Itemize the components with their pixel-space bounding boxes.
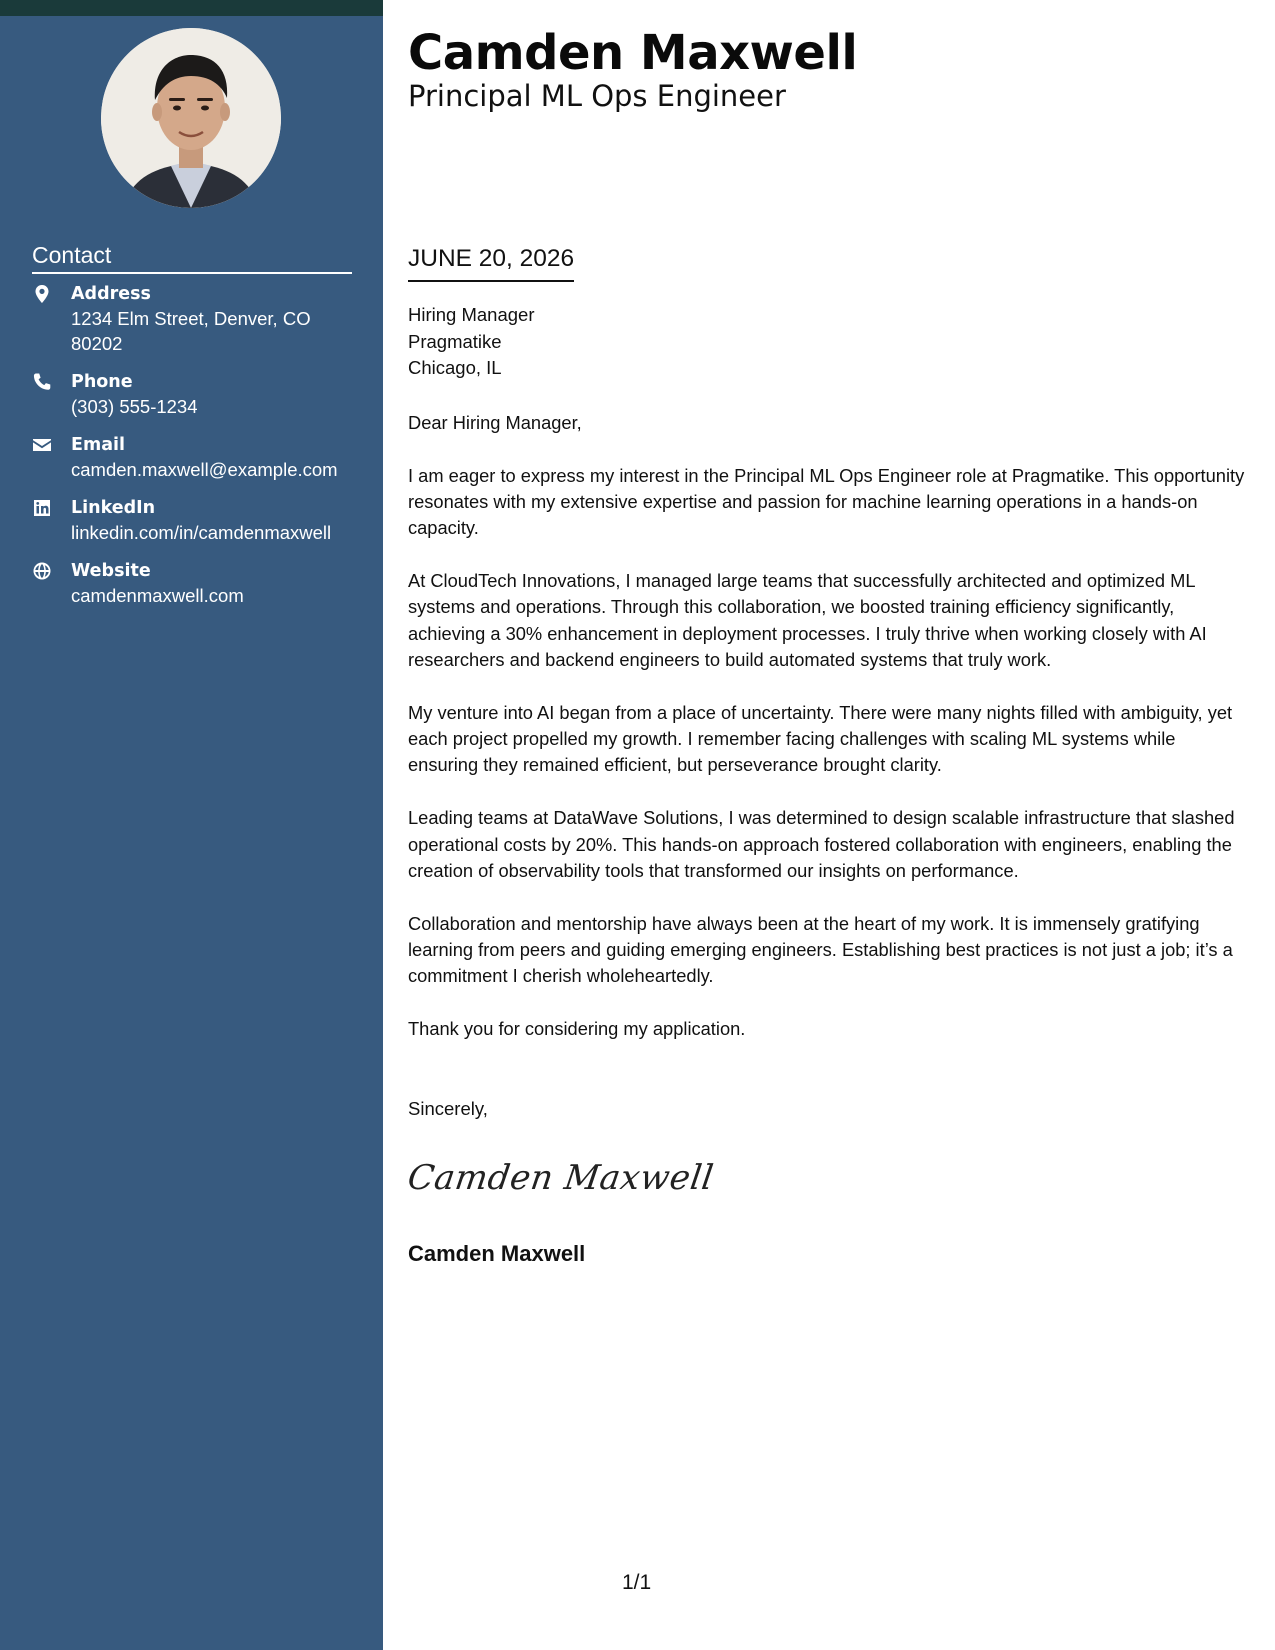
linkedin-icon [32,498,56,518]
applicant-name: Camden Maxwell [408,25,858,81]
address-value: 1234 Elm Street, Denver, CO 80202 [71,308,311,354]
body-paragraph: My venture into AI began from a place of uncertainty. There were many nights filled with ambiguity, yet each project propelled my growth. I remember facing challenges with scaling ML systems while ensuring they remained efficient, but perseverance brought clarity. [408,701,1233,776]
linkedin-value[interactable]: linkedin.com/in/camdenmaxwell [71,522,332,543]
avatar-photo [101,28,281,208]
phone-icon [32,372,56,392]
recipient-line: Hiring Manager [408,304,535,325]
body-paragraph: Leading teams at DataWave Solutions, I was determined to design scalable infrastructure that slashed operational costs by 20%. This hands-on approach fostered collaboration with engineers, enabling the creation of observability tools that transformed our insights on performance. [408,807,1235,881]
closing: Sincerely, [408,1098,488,1119]
applicant-title: Principal ML Ops Engineer [408,79,786,113]
contact-label: Email [71,435,125,455]
signature-name: Camden Maxwell [408,1241,586,1266]
contact-label: Address [71,284,151,304]
thanks-line: Thank you for considering my application. [408,1018,746,1040]
envelope-icon [32,435,56,455]
salutation: Dear Hiring Manager, [408,412,582,433]
page-number: 1/1 [622,1571,652,1594]
body-paragraph: I am eager to express my interest in the Principal ML Ops Engineer role at Pragmatike. This opportunity resonates with my extensive expertise and passion for machine learning operations in a hands-on capacity. [408,464,1245,539]
signature: Camden Maxwell [405,1158,717,1198]
recipient-block [408,302,534,382]
website-value[interactable]: camdenmaxwell.com [71,585,244,606]
contact-heading: Contact [32,240,352,274]
contact-label: Website [71,561,151,581]
phone-value: (303) 555-1234 [71,396,198,417]
body-paragraph: At CloudTech Innovations, I managed large teams that successfully architected and optimized ML systems and operations. Through this collaboration, we boosted training efficiency significantly, achieving a 30% enhancement in deployment processes. I truly thrive when working closely with AI researchers and backend engineers to build automated systems that truly work. [408,570,1207,671]
recipient-line: Pragmatike [408,330,502,352]
globe-icon [32,561,56,581]
map-pin-icon [32,284,56,304]
email-value[interactable]: camden.maxwell@example.com [71,459,338,480]
letter-header [408,24,857,112]
avatar [101,28,281,208]
contact-label: LinkedIn [71,498,156,518]
sidebar-top-bar [0,0,383,16]
contact-label: Phone [71,372,133,392]
letter-date: JUNE 20, 2026 [408,244,574,282]
body-paragraph: Collaboration and mentorship have always been at the heart of my work. It is immensely gratifying learning from peers and guiding emerging engineers. Establishing best practices is not just a job; it’s a commitment I cherish wholeheartedly. [408,912,1233,987]
letter-body [408,410,1246,1069]
recipient-line: Chicago, IL [408,357,502,378]
sidebar [0,0,383,1650]
